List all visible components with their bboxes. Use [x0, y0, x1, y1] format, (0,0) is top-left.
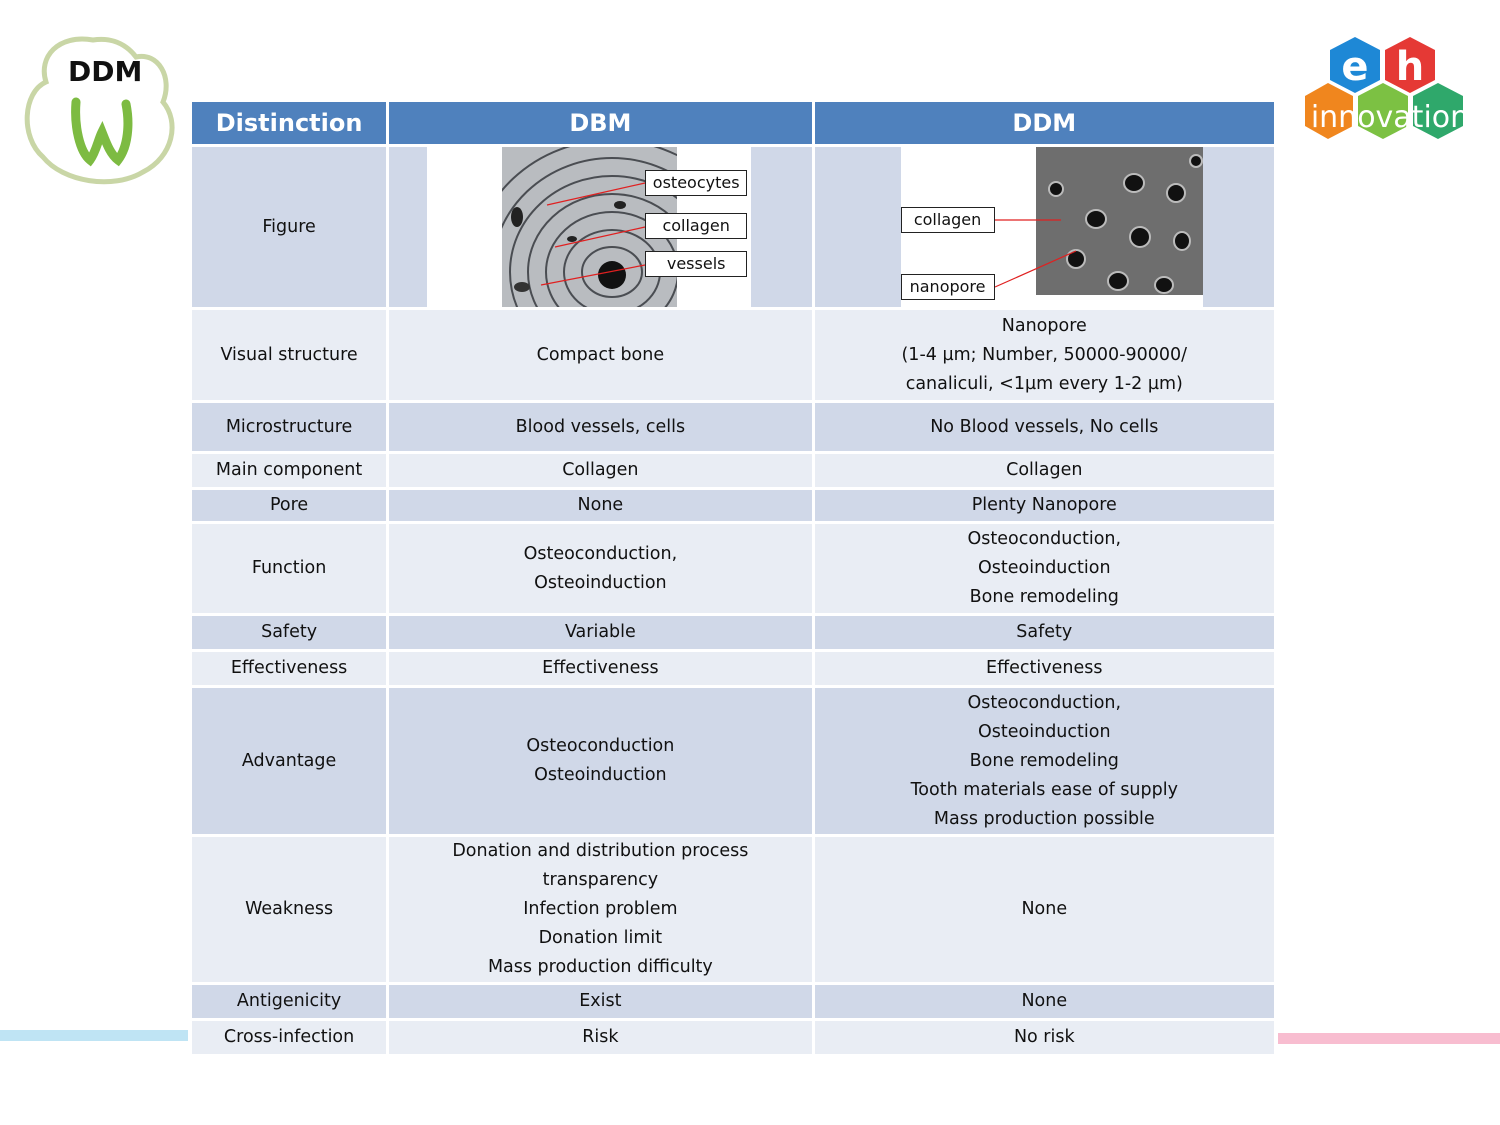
table-row [192, 616, 1274, 649]
table-row [192, 403, 1274, 451]
ddm-cell-line: Nanopore [1001, 315, 1087, 336]
tag-vessels: vessels [645, 251, 747, 277]
dbm-bone-image [427, 147, 751, 307]
eh-innovation-logo [1300, 35, 1480, 155]
dbm-cell [389, 403, 811, 451]
row-label: Effectiveness [192, 652, 386, 685]
tag-nanopore: nanopore [901, 274, 995, 300]
dbm-cell-line: None [577, 495, 624, 515]
row-label: Advantage [192, 688, 386, 834]
table-row [192, 310, 1274, 400]
row-label: Weakness [192, 837, 386, 982]
dbm-cell-line: Donation and distribution process transparency [452, 841, 749, 890]
ddm-cell-line: Plenty Nanopore [971, 495, 1117, 515]
dbm-cell-line: Collagen [562, 460, 639, 480]
header-distinction: Distinction [192, 102, 386, 144]
dbm-cell-line: Variable [564, 622, 636, 642]
ddm-cell-line: Osteoinduction [978, 558, 1111, 578]
dbm-cell [389, 490, 811, 521]
tag-collagen: collagen [645, 213, 747, 239]
ddm-cell-line: Osteoconduction, [967, 529, 1122, 549]
row-label: Figure [192, 147, 386, 307]
row-label: Safety [192, 616, 386, 649]
ddm-cell-line: Mass production possible [933, 808, 1155, 829]
logo-letter-e: e [1341, 44, 1369, 90]
dbm-cell [389, 688, 811, 834]
row-label: Function [192, 524, 386, 613]
dbm-cell-line: Donation limit [538, 928, 663, 948]
tag-collagen-ddm: collagen [901, 207, 995, 233]
ddm-nanopore-image [901, 147, 1203, 307]
ddm-cell [815, 403, 1274, 451]
ddm-cell-line: None [1021, 991, 1068, 1011]
ddm-cell [815, 616, 1274, 649]
table-header-row [192, 102, 1274, 144]
dbm-cell [389, 652, 811, 685]
dbm-figure-cell [389, 147, 811, 307]
dbm-cell-line: Osteoconduction, [523, 543, 678, 564]
ddm-cell-line: Tooth materials ease of supply [910, 779, 1178, 800]
header-ddm: DDM [815, 102, 1274, 144]
table-row [192, 985, 1274, 1018]
ddm-cell-line: No risk [1013, 1027, 1075, 1047]
logo-word: innovation [1310, 100, 1470, 135]
decor-stripe-right [1278, 1033, 1500, 1044]
ddm-cell-line: Effectiveness [986, 658, 1103, 678]
dbm-cell-line: Exist [579, 991, 622, 1011]
ddm-cell-line: canaliculi, <1µm every 1-2 µm) [905, 373, 1183, 394]
ddm-cell [815, 310, 1274, 400]
ddm-cell-line: Osteoconduction, [967, 692, 1122, 713]
logo-letter-h: h [1395, 44, 1425, 90]
ddm-cell-line: Bone remodeling [969, 750, 1119, 771]
table-row [192, 652, 1274, 685]
ddm-cell [815, 652, 1274, 685]
dbm-cell [389, 1021, 811, 1054]
table-row [192, 1021, 1274, 1054]
dbm-cell-line: Risk [582, 1027, 619, 1047]
table-row [192, 524, 1274, 613]
dbm-cell-line: Effectiveness [542, 658, 659, 678]
table-row [192, 837, 1274, 982]
row-label: Visual structure [192, 310, 386, 400]
table-row-figure [192, 147, 1274, 307]
ddm-cell [815, 837, 1274, 982]
ddm-cell [815, 1021, 1274, 1054]
tag-osteocytes: osteocytes [645, 170, 747, 196]
ddm-figure-cell [815, 147, 1274, 307]
dbm-cell-line: Mass production difficulty [487, 957, 713, 977]
table-row [192, 688, 1274, 834]
dbm-cell [389, 837, 811, 982]
ddm-cell-line: Collagen [1006, 460, 1083, 480]
dbm-cell-line: Osteoinduction [534, 765, 667, 785]
dbm-cell-line: Osteoinduction [534, 572, 667, 593]
row-label: Pore [192, 490, 386, 521]
ddm-cell-line: Bone remodeling [969, 587, 1119, 607]
ddm-cell-line: None [1021, 899, 1068, 919]
table-row [192, 454, 1274, 487]
ddm-cell [815, 524, 1274, 613]
dbm-cell-line: Blood vessels, cells [515, 416, 686, 437]
dbm-cell [389, 616, 811, 649]
row-label: Cross-infection [192, 1021, 386, 1054]
row-label: Microstructure [192, 403, 386, 451]
ddm-cell [815, 985, 1274, 1018]
ddm-cell-line: No Blood vessels, No cells [930, 416, 1159, 437]
ddm-cell-line: Safety [1016, 622, 1073, 642]
dbm-cell-line: Osteoconduction [526, 736, 675, 756]
ddm-cell [815, 454, 1274, 487]
row-label: Main component [192, 454, 386, 487]
row-label: Antigenicity [192, 985, 386, 1018]
table-row [192, 490, 1274, 521]
dbm-cell [389, 524, 811, 613]
dbm-cell [389, 454, 811, 487]
decor-stripe-left [0, 1030, 188, 1041]
dbm-cell-line: Infection problem [523, 899, 678, 919]
dbm-cell-line: Compact bone [536, 344, 665, 365]
header-dbm: DBM [389, 102, 811, 144]
ddm-cell-line: (1-4 µm; Number, 50000-90000/ [901, 344, 1188, 365]
dbm-cell [389, 985, 811, 1018]
ddm-logo-text: DDM [68, 55, 143, 88]
ddm-cell [815, 688, 1274, 834]
ddm-cell-line: Osteoinduction [978, 721, 1111, 742]
dbm-cell [389, 310, 811, 400]
comparison-table [189, 99, 1277, 1057]
ddm-cell [815, 490, 1274, 521]
